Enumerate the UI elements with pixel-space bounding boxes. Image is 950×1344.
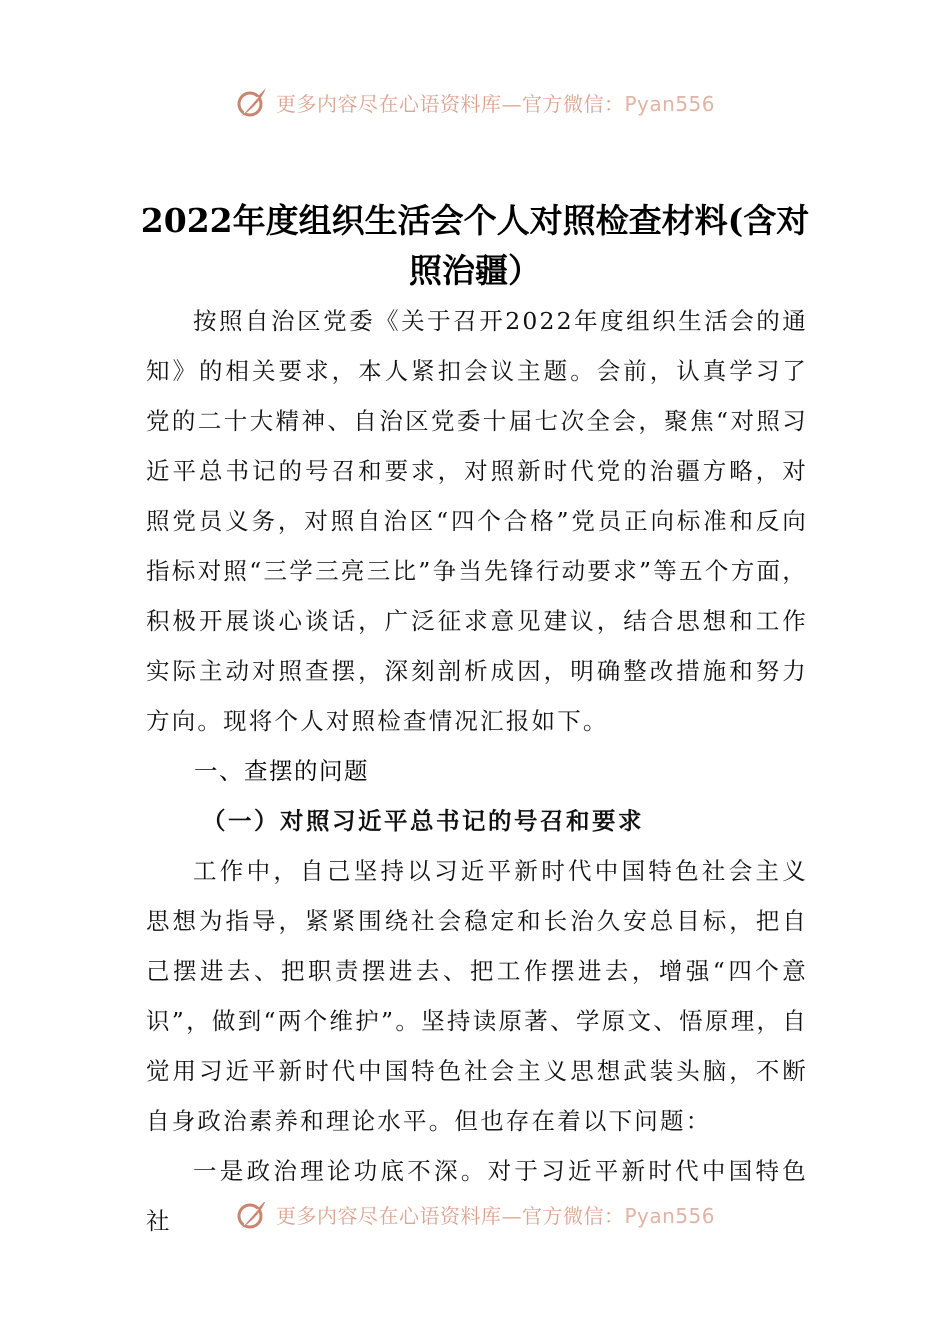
work-paragraph: 工作中，自己坚持以习近平新时代中国特色社会主义思想为指导，紧紧围绕社会稳定和长治久安总目标，把自己摆进去、把职责摆进去、把工作摆进去，增强“四个意识”，做到“两个维护”。坚持读原著、学原文、悟原理，自觉用习近平新时代中国特色社会主义思想武装头脑，不断自身政治素养和理论水平。但也存在着以下问题： bbox=[146, 857, 808, 1135]
intro-paragraph: 按照自治区党委《关于召开2022年度组织生活会的通知》的相关要求，本人紧扣会议主题。会前，认真学习了党的二十大精神、自治区党委十届七次全会，聚焦“对照习近平总书记的号召和要求，对照新时代党的治疆方略，对照党员义务，对照自治区“四个合格”党员正向标准和反向指标对照“三学三亮三比”争当先锋行动要求”等五个方面，积极开展谈心谈话，广泛征求意见建议，结合思想和工作实际主动对照查摆，深刻剖析成因，明确整改措施和努力方向。现将个人对照检查情况汇报如下。 bbox=[146, 307, 808, 735]
wechat-id: Pyan556 bbox=[624, 91, 716, 116]
section-heading-problems: 一、查摆的问题 bbox=[194, 757, 369, 785]
quill-logo-icon bbox=[232, 82, 272, 122]
document-title: 2022年度组织生活会个人对照检查材料(含对照治疆） bbox=[140, 201, 810, 290]
watermark-banner-top bbox=[232, 82, 715, 122]
subsection-heading-1: （一）对照习近平总书记的号召和要求 bbox=[202, 807, 644, 835]
wechat-id: Pyan556 bbox=[624, 1203, 716, 1228]
watermark-text: 更多内容尽在心语资料库—官方微信：Pyan556 bbox=[276, 1203, 716, 1228]
quill-logo-icon bbox=[232, 1202, 272, 1234]
watermark-banner-bottom bbox=[232, 1202, 715, 1236]
first-issue-paragraph: 一是政治理论功底不深。对于习近平新时代中国特色社 bbox=[146, 1157, 808, 1235]
watermark-text: 更多内容尽在心语资料库—官方微信：Pyan556 bbox=[276, 91, 716, 116]
document-body bbox=[146, 296, 808, 1246]
